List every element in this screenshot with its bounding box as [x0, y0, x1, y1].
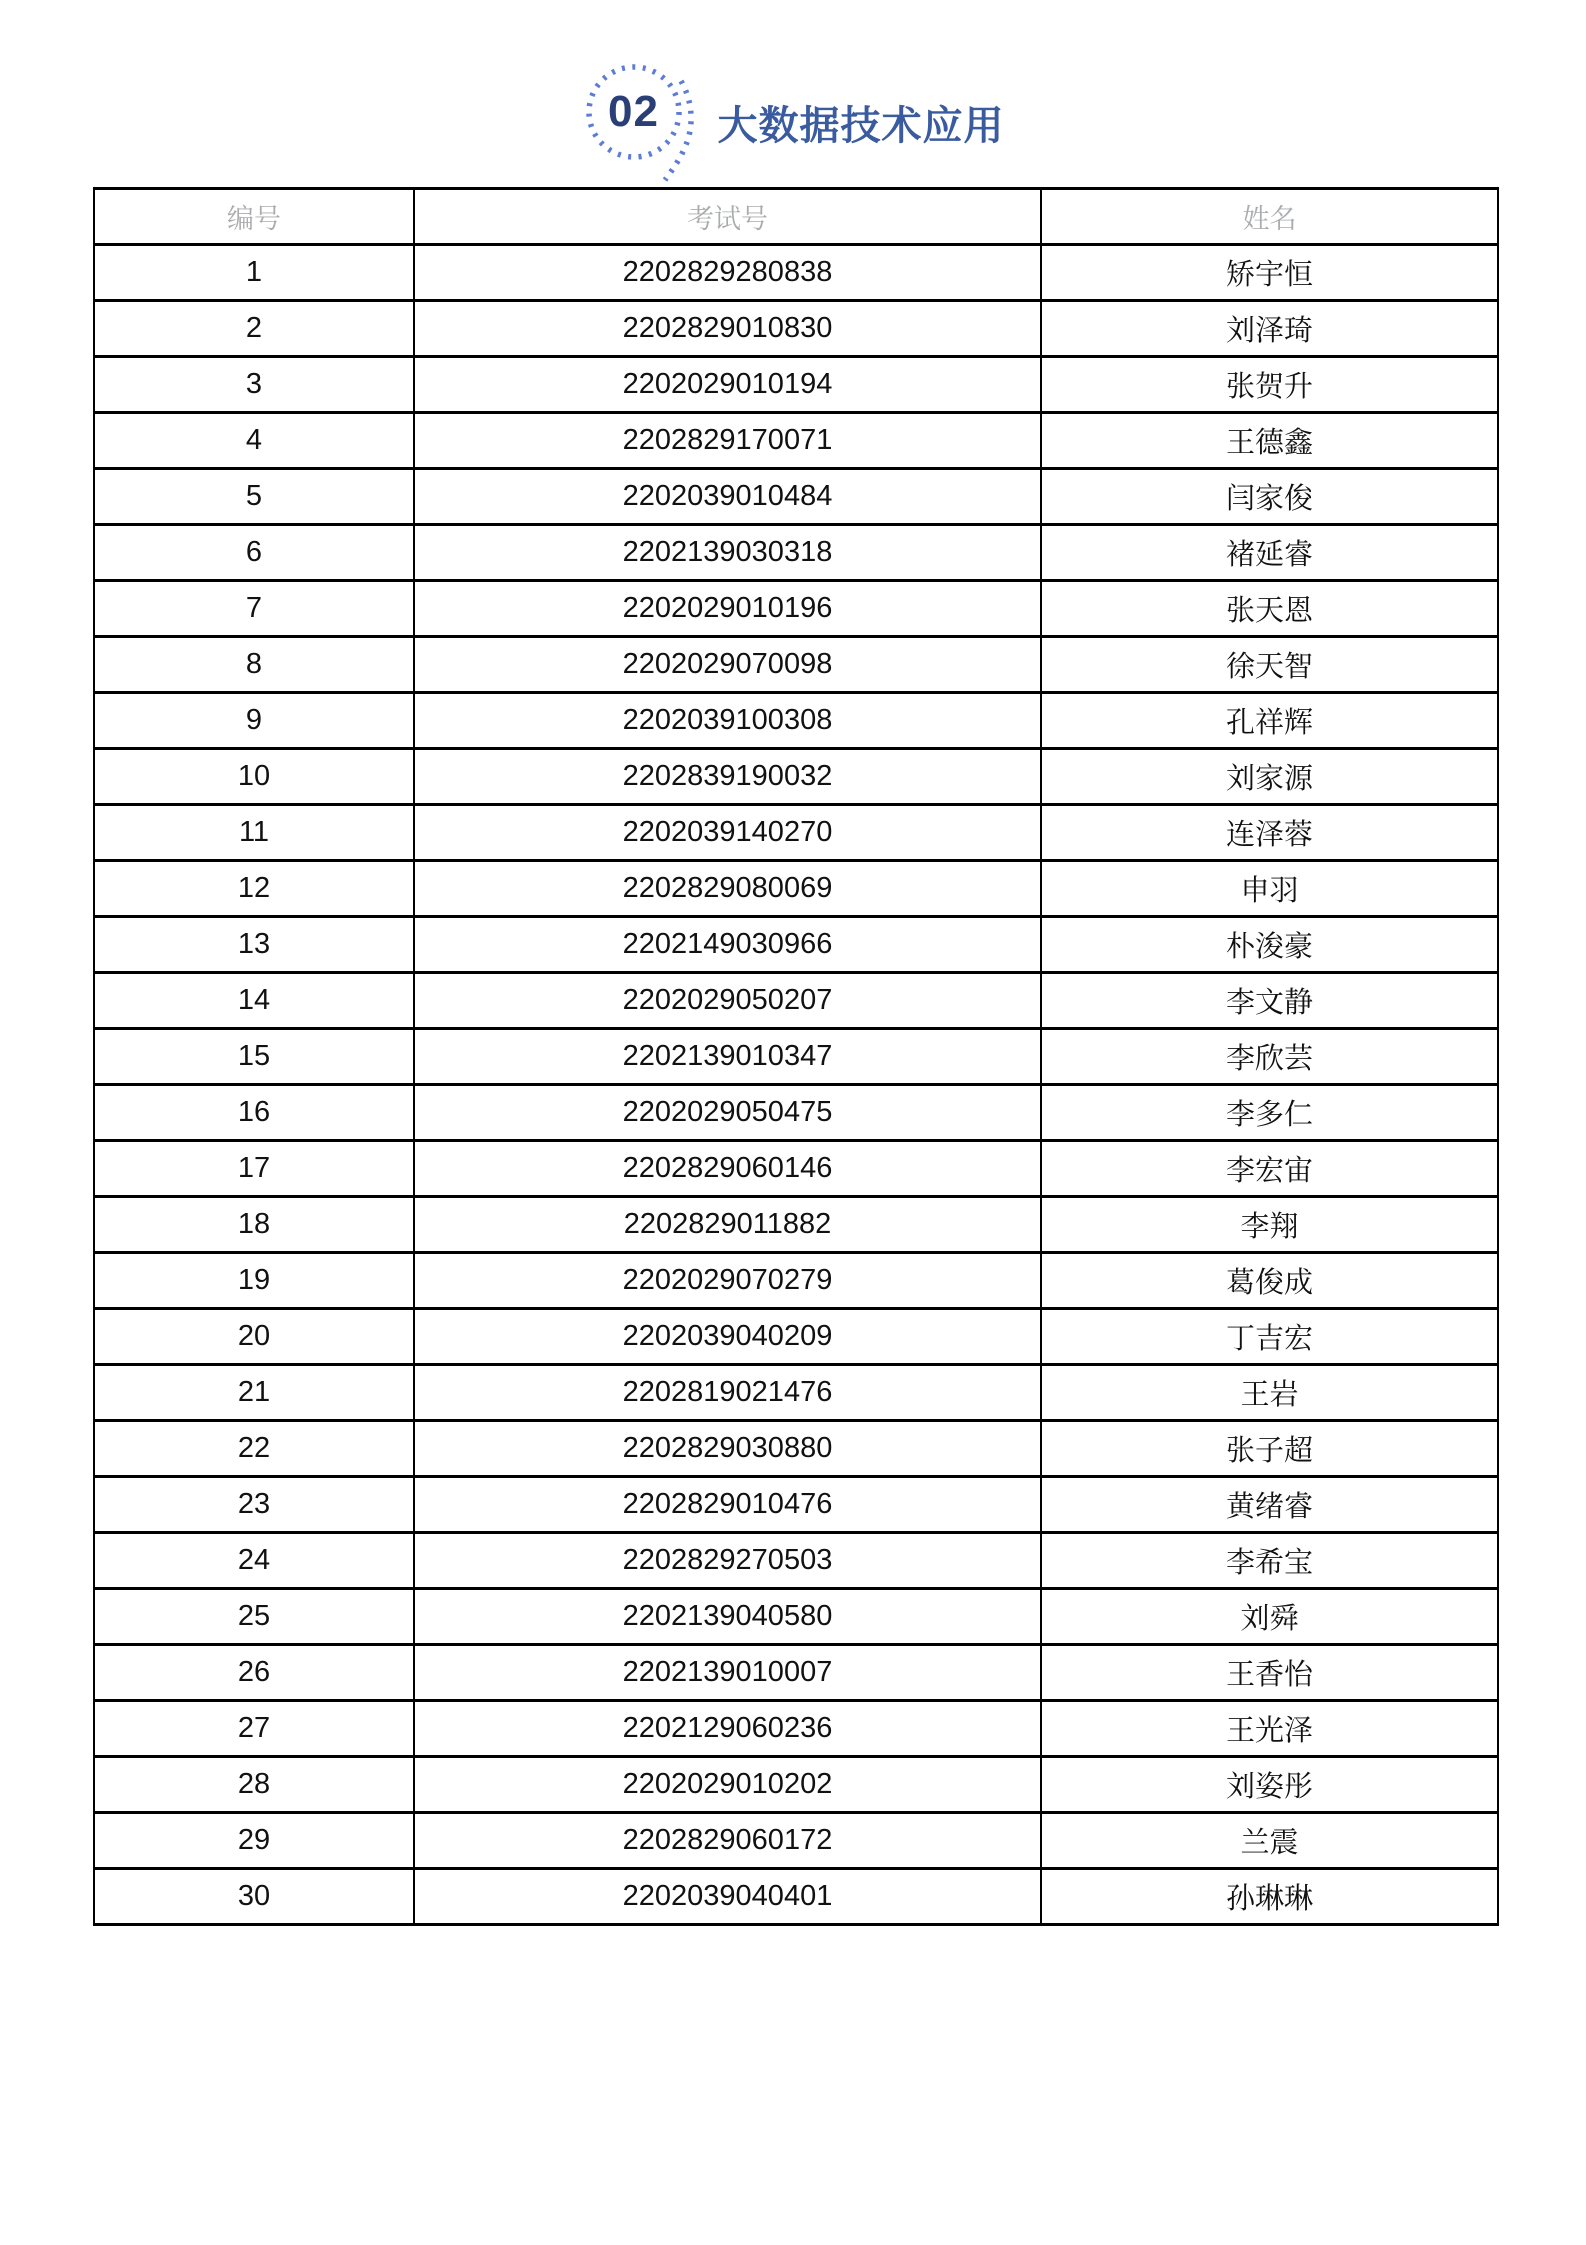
table-row — [94, 1421, 1498, 1477]
name-cell: 孔祥辉 — [1041, 693, 1498, 749]
section-number-badge — [582, 55, 708, 195]
exam-number-cell: 2202029010194 — [414, 357, 1041, 413]
name-cell: 李希宝 — [1041, 1533, 1498, 1589]
table-row — [94, 1757, 1498, 1813]
table-row — [94, 581, 1498, 637]
row-number-cell: 30 — [94, 1869, 414, 1925]
exam-number-cell: 2202139010347 — [414, 1029, 1041, 1085]
exam-number-cell: 2202829030880 — [414, 1421, 1041, 1477]
table-row — [94, 637, 1498, 693]
name-cell: 李翔 — [1041, 1197, 1498, 1253]
table-row — [94, 469, 1498, 525]
table-row — [94, 1365, 1498, 1421]
table-row — [94, 973, 1498, 1029]
table-row — [94, 1029, 1498, 1085]
table-row — [94, 917, 1498, 973]
exam-number-cell: 2202829060146 — [414, 1141, 1041, 1197]
name-cell: 王德鑫 — [1041, 413, 1498, 469]
row-number-cell: 28 — [94, 1757, 414, 1813]
name-cell: 李多仁 — [1041, 1085, 1498, 1141]
exam-number-cell: 2202829010476 — [414, 1477, 1041, 1533]
section-header — [0, 55, 1586, 195]
row-number-cell: 18 — [94, 1197, 414, 1253]
exam-number-cell: 2202829011882 — [414, 1197, 1041, 1253]
name-cell: 张贺升 — [1041, 357, 1498, 413]
roster-table-head — [94, 189, 1498, 245]
row-number-cell: 19 — [94, 1253, 414, 1309]
row-number-cell: 3 — [94, 357, 414, 413]
name-cell: 刘姿彤 — [1041, 1757, 1498, 1813]
table-row — [94, 749, 1498, 805]
name-cell: 李文静 — [1041, 973, 1498, 1029]
row-number-cell: 21 — [94, 1365, 414, 1421]
table-row — [94, 693, 1498, 749]
name-cell: 孙琳琳 — [1041, 1869, 1498, 1925]
exam-number-cell: 2202829270503 — [414, 1533, 1041, 1589]
row-number-cell: 14 — [94, 973, 414, 1029]
name-cell: 刘家源 — [1041, 749, 1498, 805]
exam-number-cell: 2202139040580 — [414, 1589, 1041, 1645]
row-number-cell: 12 — [94, 861, 414, 917]
table-row — [94, 1869, 1498, 1925]
row-number-cell: 1 — [94, 245, 414, 301]
name-cell: 兰震 — [1041, 1813, 1498, 1869]
row-number-cell: 13 — [94, 917, 414, 973]
name-cell: 李宏宙 — [1041, 1141, 1498, 1197]
table-row — [94, 861, 1498, 917]
name-cell: 闫家俊 — [1041, 469, 1498, 525]
name-cell: 朴浚豪 — [1041, 917, 1498, 973]
row-number-cell: 25 — [94, 1589, 414, 1645]
table-row — [94, 1533, 1498, 1589]
roster-table — [93, 187, 1499, 1926]
exam-number-cell: 2202139010007 — [414, 1645, 1041, 1701]
header-row — [94, 189, 1498, 245]
row-number-cell: 23 — [94, 1477, 414, 1533]
row-number-cell: 5 — [94, 469, 414, 525]
exam-number-cell: 2202829060172 — [414, 1813, 1041, 1869]
exam-number-cell: 2202029070098 — [414, 637, 1041, 693]
row-number-cell: 29 — [94, 1813, 414, 1869]
name-cell: 申羽 — [1041, 861, 1498, 917]
row-number-cell: 24 — [94, 1533, 414, 1589]
table-row — [94, 525, 1498, 581]
exam-number-cell: 2202839190032 — [414, 749, 1041, 805]
name-cell: 张天恩 — [1041, 581, 1498, 637]
name-cell: 刘舜 — [1041, 1589, 1498, 1645]
row-number-cell: 10 — [94, 749, 414, 805]
exam-number-cell: 2202829010830 — [414, 301, 1041, 357]
table-row — [94, 805, 1498, 861]
name-cell: 刘泽琦 — [1041, 301, 1498, 357]
name-cell: 王香怡 — [1041, 1645, 1498, 1701]
row-number-cell: 7 — [94, 581, 414, 637]
exam-number-cell: 2202029070279 — [414, 1253, 1041, 1309]
row-number-cell: 27 — [94, 1701, 414, 1757]
exam-number-cell: 2202029010196 — [414, 581, 1041, 637]
name-cell: 王光泽 — [1041, 1701, 1498, 1757]
exam-number-cell: 2202029050207 — [414, 973, 1041, 1029]
table-row — [94, 1589, 1498, 1645]
table-row — [94, 301, 1498, 357]
exam-number-cell: 2202129060236 — [414, 1701, 1041, 1757]
exam-number-cell: 2202819021476 — [414, 1365, 1041, 1421]
table-row — [94, 1309, 1498, 1365]
exam-number-cell: 2202029050475 — [414, 1085, 1041, 1141]
table-row — [94, 1141, 1498, 1197]
name-cell: 矫宇恒 — [1041, 245, 1498, 301]
table-row — [94, 413, 1498, 469]
exam-number-cell: 2202029010202 — [414, 1757, 1041, 1813]
section-number: 02 — [608, 87, 659, 136]
page-title: 大数据技术应用 — [717, 104, 1005, 148]
row-number-cell: 4 — [94, 413, 414, 469]
name-cell: 张子超 — [1041, 1421, 1498, 1477]
name-cell: 葛俊成 — [1041, 1253, 1498, 1309]
row-number-cell: 26 — [94, 1645, 414, 1701]
name-cell: 连泽蓉 — [1041, 805, 1498, 861]
name-cell: 徐天智 — [1041, 637, 1498, 693]
table-row — [94, 1085, 1498, 1141]
row-number-cell: 16 — [94, 1085, 414, 1141]
row-number-cell: 11 — [94, 805, 414, 861]
exam-number-cell: 2202039100308 — [414, 693, 1041, 749]
name-cell: 丁吉宏 — [1041, 1309, 1498, 1365]
exam-number-cell: 2202039010484 — [414, 469, 1041, 525]
exam-number-cell: 2202039040401 — [414, 1869, 1041, 1925]
exam-number-cell: 2202039140270 — [414, 805, 1041, 861]
exam-number-cell: 2202829280838 — [414, 245, 1041, 301]
table-row — [94, 1477, 1498, 1533]
roster-table-body — [94, 245, 1498, 1925]
name-cell: 王岩 — [1041, 1365, 1498, 1421]
row-number-cell: 9 — [94, 693, 414, 749]
name-cell: 李欣芸 — [1041, 1029, 1498, 1085]
row-number-cell: 6 — [94, 525, 414, 581]
row-number-cell: 2 — [94, 301, 414, 357]
row-number-cell: 17 — [94, 1141, 414, 1197]
column-header-number: 编号 — [94, 189, 414, 245]
name-cell: 褚延睿 — [1041, 525, 1498, 581]
exam-number-cell: 2202829080069 — [414, 861, 1041, 917]
row-number-cell: 20 — [94, 1309, 414, 1365]
row-number-cell: 15 — [94, 1029, 414, 1085]
table-row — [94, 357, 1498, 413]
table-row — [94, 1253, 1498, 1309]
row-number-cell: 22 — [94, 1421, 414, 1477]
name-cell: 黄绪睿 — [1041, 1477, 1498, 1533]
exam-number-cell: 2202139030318 — [414, 525, 1041, 581]
exam-number-cell: 2202149030966 — [414, 917, 1041, 973]
exam-number-cell: 2202039040209 — [414, 1309, 1041, 1365]
table-row — [94, 1701, 1498, 1757]
table-row — [94, 1813, 1498, 1869]
exam-number-cell: 2202829170071 — [414, 413, 1041, 469]
row-number-cell: 8 — [94, 637, 414, 693]
table-row — [94, 1645, 1498, 1701]
table-row — [94, 1197, 1498, 1253]
column-header-name: 姓名 — [1041, 189, 1498, 245]
column-header-exam-no: 考试号 — [414, 189, 1041, 245]
table-row — [94, 245, 1498, 301]
